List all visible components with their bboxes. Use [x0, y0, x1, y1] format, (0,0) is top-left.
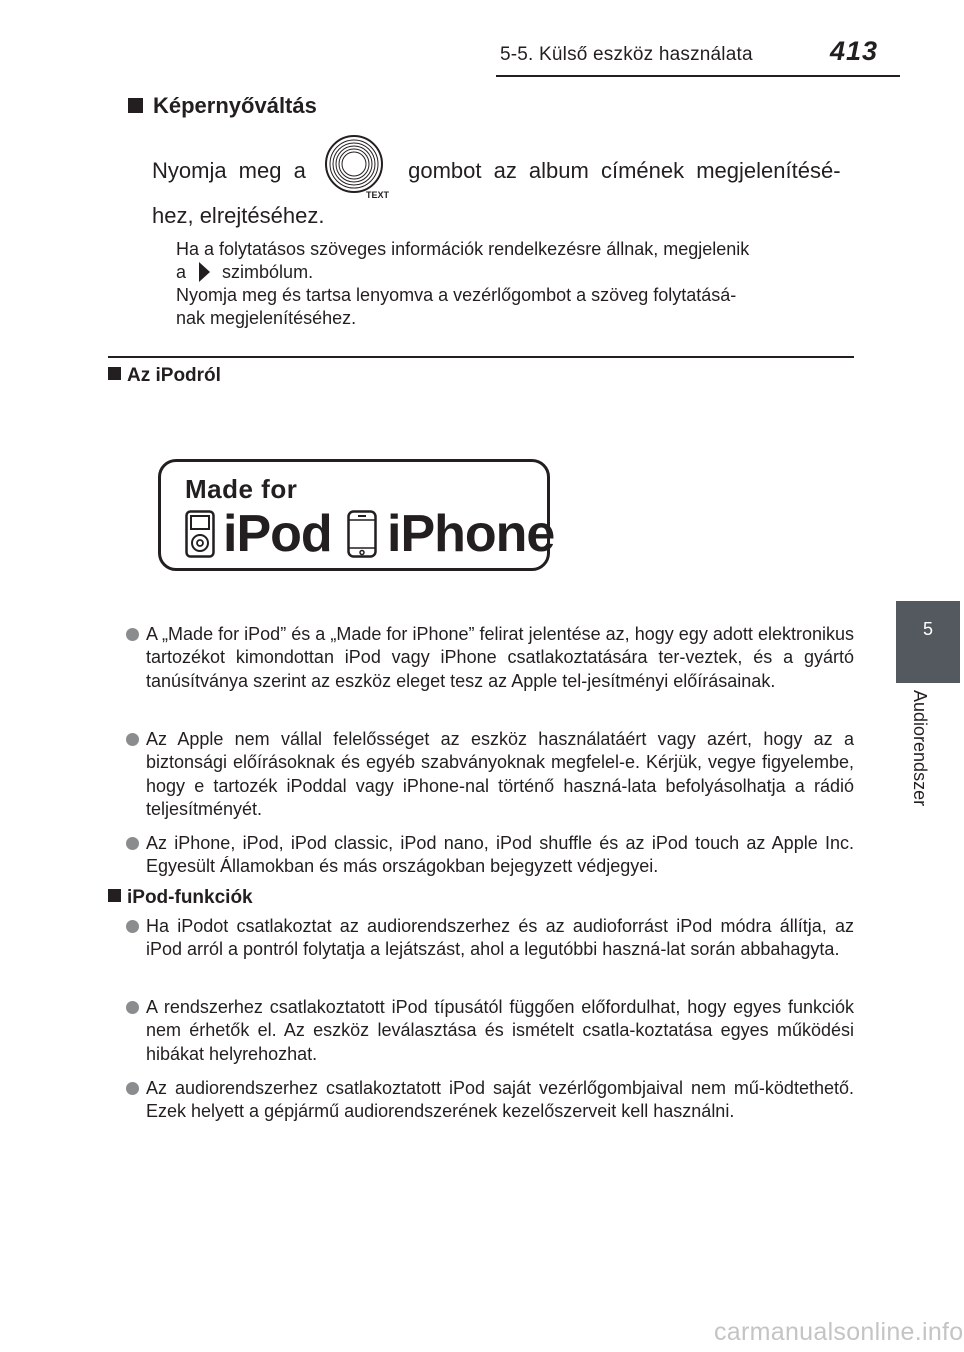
header-rule	[496, 75, 900, 77]
note-line-4: nak megjelenítéséhez.	[176, 308, 357, 328]
instruction-line-1	[152, 158, 852, 184]
instruction-line-2: hez, elrejtéséhez.	[152, 203, 325, 228]
bullet-text: Az audiorendszerhez csatlakoztatott iPod saját vezérlőgombjaival nem mű-ködtethető. Ezek helyett a gépjármű audiorendszerének kezelőszerveit kell használni.	[146, 1078, 854, 1122]
iphone-device-icon	[347, 510, 377, 563]
page-number: 413	[830, 36, 879, 66]
bullet-text: A „Made for iPod” és a „Made for iPhone” felirat jelentése az, hogy egy adott elektronikus tartozékot kimondottan iPod vagy iPhone csatlakoztatására ter-veztek, és a gyártó tanúsítványa szerint az eszköz eleget tesz az Apple tel-jesítményi előírásainak.	[146, 624, 854, 691]
section-heading-functions-text: iPod-funkciók	[127, 887, 253, 908]
chapter-tab	[896, 601, 960, 683]
bullet-text: A rendszerhez csatlakoztatott iPod típusától függően előfordulhat, hogy egyes funkciók nem érhetők el. Az eszköz leválasztása és ismételt csatla-koztatása egyes működési hibákat helyrehozhat.	[146, 997, 854, 1064]
text-knob-icon	[324, 134, 390, 202]
bullet-dot-icon	[126, 1082, 139, 1095]
bullet-dot-icon	[126, 920, 139, 933]
section-divider	[108, 356, 854, 358]
section-heading-about	[108, 365, 221, 387]
chapter-label-text: Audiorendszer	[910, 690, 930, 807]
continue-arrow-icon	[191, 263, 217, 281]
logo-ipod-text: iPod	[223, 505, 332, 563]
bullet-dot-icon	[126, 733, 139, 746]
heading-square-icon	[128, 98, 143, 113]
bullet-text: Az Apple nem vállal felelősséget az eszköz használatáért vagy azért, hogy az a biztonsági előírásoknak és egyéb szabványoknak megfelel-e. Kérjük, vegye figyelembe, hogy e tartozék iPoddal vagy iPhone-nal történő haszná-lata befolyásolhatja a rádió teljesítményét.	[146, 729, 854, 819]
section-heading-display-text: Képernyőváltás	[153, 93, 317, 118]
instruction-before: Nyomja meg a	[152, 158, 306, 183]
note-line-3: Nyomja meg és tartsa lenyomva a vezérlőgombot a szöveg folytatásá-	[176, 285, 737, 305]
ipod-device-icon	[185, 510, 215, 563]
section-heading-functions	[108, 887, 253, 909]
instruction-after: gombot az album címének megjelenítésé-	[408, 158, 841, 183]
note-line-2-a: a	[176, 262, 187, 282]
note-line-2	[176, 261, 854, 284]
logo-iphone-text: iPhone	[387, 505, 555, 563]
heading-square-icon	[108, 889, 121, 902]
bullet-text: Ha iPodot csatlakoztat az audiorendszerhez és az audioforrást iPod módra állítja, az iPod arról a pontról folytatja a lejátszást, ahol a legutóbbi haszná-lat során abbahagyta.	[146, 916, 854, 960]
header-section-title: 5-5. Külső eszköz használata	[500, 44, 753, 65]
knob-label: TEXT	[366, 190, 390, 200]
section-heading-display	[128, 93, 317, 119]
note-line-2-b: szimbólum.	[222, 262, 314, 282]
chapter-number: 5	[922, 619, 933, 639]
note-line-1: Ha a folytatásos szöveges információk rendelkezésre állnak, megjelenik	[176, 239, 750, 259]
chapter-label	[905, 690, 935, 830]
section-heading-about-text: Az iPodról	[127, 365, 221, 386]
logo-made-for-text: Made for	[185, 474, 298, 504]
bullet-text: Az iPhone, iPod, iPod classic, iPod nano, iPod shuffle és az iPod touch az Apple Inc. Egyesült Államokban és más országokban bejegyzett védjegyei.	[146, 833, 854, 877]
made-for-ipod-iphone-logo	[158, 459, 555, 571]
heading-square-icon	[108, 367, 121, 380]
bullet-dot-icon	[126, 628, 139, 641]
bullet-dot-icon	[126, 837, 139, 850]
watermark: carmanualsonline.info	[714, 1318, 964, 1346]
bullet-dot-icon	[126, 1001, 139, 1014]
